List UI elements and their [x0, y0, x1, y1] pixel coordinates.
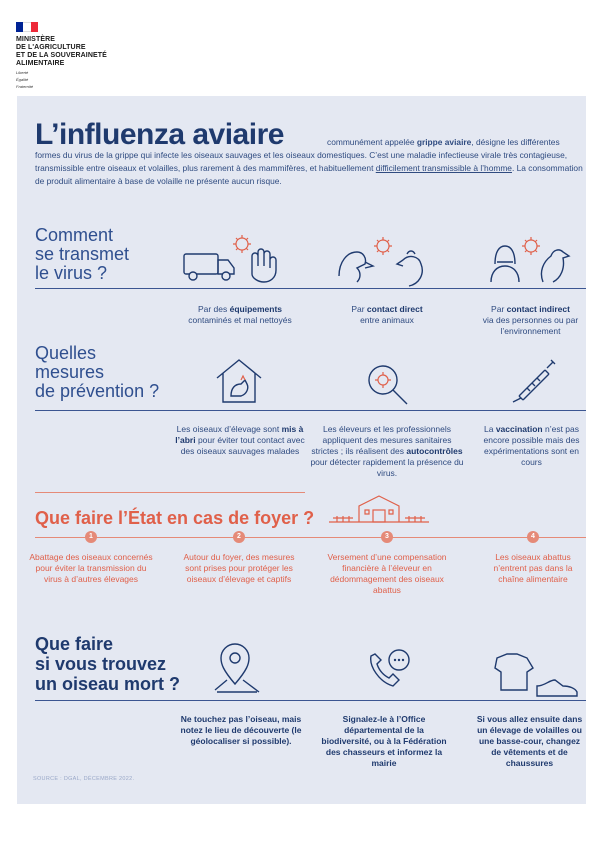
dead-bird-title: Que faire si vous trouvez un oiseau mort ? — [35, 634, 181, 694]
divider-state-top — [35, 492, 305, 493]
intro-paragraph: communément appelée grippe aviaire, désigne les différentes formes du virus de la grippe qui infecte les oiseaux sauvages et les oiseaux domestiques. C’est une maladie infectieuse virale très contagieuse, transmissible entre oiseaux et volailles, plus rarement à des mammifères, et habituellement difficilement transmissible à l’homme. La consommation de produit alimentaire à base de volaille ne présente aucun risque. — [35, 137, 583, 186]
birds-contact-icon — [335, 236, 445, 286]
state-title: Que faire l’État en cas de foyer ? — [35, 508, 315, 528]
divider-dead-bird — [35, 700, 586, 701]
source-note: SOURCE : DGAL, DÉCEMBRE 2022. — [33, 776, 135, 782]
step-3-badge: 3 — [381, 531, 393, 543]
state-step-1-text: Abattage des oiseaux concernés pour éviter la transmission du virus à d’autres élevages — [29, 552, 153, 584]
ministry-logo — [16, 22, 136, 89]
french-flag-icon — [16, 22, 38, 32]
dead-bird-item-1: Ne touchez pas l’oiseau, mais notez le lieu de découverte (le géolocaliser si possible). — [180, 714, 302, 746]
page-title: L’influenza aviaire — [35, 118, 284, 151]
divider-prevention — [35, 410, 586, 411]
transmission-item-3: Par contact indirect via des personnes ou par l’environnement — [482, 304, 579, 336]
prevention-item-3: La vaccination n’est pas encore possible mais des expérimentations sont en cours — [483, 424, 580, 467]
clothes-shoes-icon — [489, 652, 581, 696]
state-step-3-text: Versement d’une compensation financière à l’éleveur en dédommagement des oiseaux abattus — [327, 552, 447, 595]
divider-state-steps — [35, 537, 586, 538]
magnifier-virus-icon — [363, 360, 415, 408]
step-4-badge: 4 — [527, 531, 539, 543]
dead-bird-item-3: Si vous allez ensuite dans un élevage de volailles ou une basse-cour, changez de vêtements et de chaussures — [476, 714, 583, 768]
motto-line-2: Égalité — [16, 77, 29, 82]
state-step-2-text: Autour du foyer, des mesures sont prises pour protéger les oiseaux d’élevage et captifs — [183, 552, 295, 584]
dead-bird-item-2: Signalez-le à l’Office départemental de la biodiversité, ou à la Fédération des chasseurs et informez la mairie — [321, 714, 447, 768]
ministry-line-2: DE L'AGRICULTURE — [16, 44, 86, 51]
prevention-item-1: Les oiseaux d’élevage sont mis à l’abri pour éviter tout contact avec des oiseaux sauvages malades — [175, 424, 305, 456]
motto-line-1: Liberté — [16, 70, 29, 75]
divider-transmission — [35, 288, 586, 289]
state-step-4-text: Les oiseaux abattus n’entrent pas dans la chaîne alimentaire — [493, 552, 573, 584]
infographic-poster — [17, 96, 586, 804]
person-bird-icon — [487, 234, 582, 286]
phone-call-icon — [365, 646, 413, 692]
prevention-item-2: Les éleveurs et les professionnels appliquent des mesures sanitaires strictes ; ils réalisent des autocontrôles pour détecter rapidement la présence du virus. — [310, 424, 464, 478]
transmission-item-1: Par des équipements contaminés et mal nettoyés — [188, 304, 292, 325]
step-1-badge: 1 — [85, 531, 97, 543]
transmission-title: Comment se transmet le virus ? — [35, 225, 130, 283]
transmission-item-2: Par contact direct entre animaux — [351, 304, 423, 325]
syringe-icon — [509, 354, 561, 406]
ministry-line-3: ET DE LA SOUVERAINETÉ — [16, 52, 107, 59]
prevention-title: Quelles mesures de prévention ? — [35, 343, 160, 401]
shelter-house-icon — [213, 358, 267, 406]
map-pin-icon — [213, 644, 273, 694]
ministry-line-1: MINISTÈRE — [16, 36, 56, 43]
step-2-badge: 2 — [233, 531, 245, 543]
ministry-line-4: ALIMENTAIRE — [16, 60, 65, 67]
farm-building-icon — [329, 494, 429, 524]
truck-gloves-icon — [182, 236, 292, 286]
motto-line-3: Fraternité — [16, 84, 34, 89]
